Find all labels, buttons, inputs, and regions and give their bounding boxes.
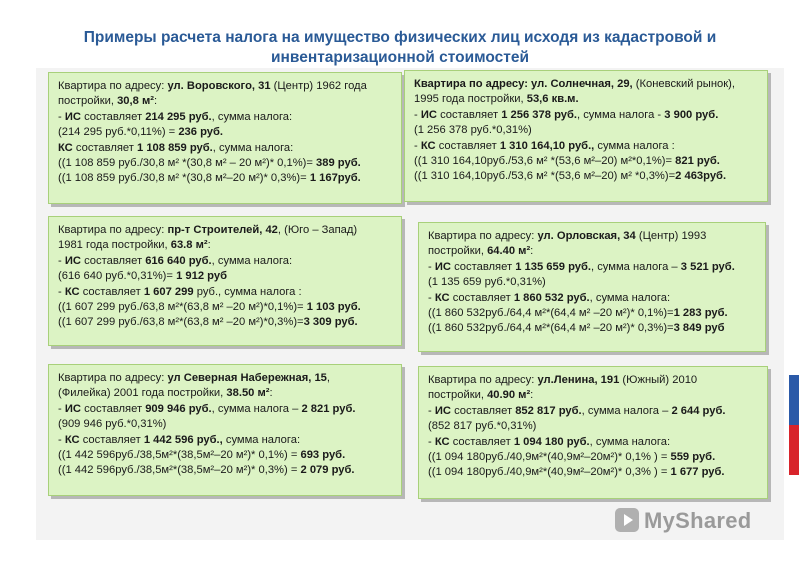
card-line: [58, 94, 392, 109]
card-line: [428, 306, 756, 321]
text-segment: -: [58, 402, 65, 415]
card-line: [428, 388, 758, 403]
card-line: [58, 417, 392, 432]
text-segment: -: [428, 404, 435, 417]
text-segment: ((1 094 180руб./40,9м²*(40,9м²–20м²)* 0,1% ) =: [428, 451, 671, 464]
card-line: [414, 77, 758, 92]
card-line: [428, 450, 758, 465]
card-line: [414, 123, 758, 138]
text-segment: (Центр) 1962 года: [270, 80, 367, 92]
text-segment: Квартира: [428, 374, 477, 386]
bold-text: 1 283 руб.: [673, 307, 728, 320]
bold-text: 236 руб.: [178, 126, 224, 139]
text-segment: постройки,: [428, 245, 488, 258]
text-segment: , сумма налога:: [589, 291, 671, 304]
card-line: [414, 154, 758, 169]
side-stripes: [789, 375, 799, 525]
bold-text: 389 руб.: [316, 157, 361, 170]
bold-text: 3 900 руб.: [664, 108, 719, 121]
text-segment: по адресу:: [106, 224, 168, 236]
text-segment: составляет: [449, 291, 514, 304]
bold-text: ИС: [64, 254, 81, 267]
text-segment: (Южный) 2010: [619, 374, 698, 386]
text-segment: (Центр) 1993: [635, 230, 707, 242]
text-segment: ((1 108 859 руб./30,8 м² *(30,8 м² – 20 м²)* 0,1%)=: [58, 157, 317, 170]
bold-text: ул. Воровского, 31: [167, 80, 271, 92]
text-segment: ((1 310 164,10руб./53,6 м² *(53,6 м²–20) м²*0,1%)=: [414, 155, 676, 168]
bold-text: ИС: [64, 110, 81, 123]
bold-text: 1 677 руб.: [670, 466, 725, 479]
bold-text: КС: [434, 435, 450, 448]
text-segment: составляет: [79, 433, 144, 446]
stripe-red: [789, 425, 799, 475]
card-line: [58, 300, 392, 315]
text-segment: , сумма налога:: [211, 254, 293, 267]
bold-text: 616 640 руб.: [145, 254, 212, 267]
text-segment: -: [58, 254, 65, 267]
text-segment: составляет: [79, 285, 144, 298]
card-line: [428, 244, 756, 259]
bold-text: 1 310 164,10 руб.,: [499, 139, 595, 152]
text-segment: составляет: [80, 254, 146, 267]
bold-text: 2 079 руб.: [300, 464, 355, 477]
bold-text: 64.40 м²: [487, 245, 531, 258]
bold-text: ул Северная Набережная, 15: [167, 372, 327, 384]
card-line: [428, 321, 756, 336]
text-segment: (1 256 378 руб.*0,31%): [414, 124, 532, 137]
text-segment: Квартира: [58, 224, 107, 236]
card-line: [58, 254, 392, 269]
text-segment: :: [530, 389, 534, 402]
text-segment: постройки,: [428, 389, 488, 402]
text-segment: по адресу:: [106, 80, 168, 92]
text-segment: составляет: [80, 402, 146, 415]
card-line: [58, 238, 392, 253]
card-line: [58, 448, 392, 463]
text-segment: ,: [326, 372, 331, 384]
play-logo-icon: [615, 508, 639, 532]
text-segment: ((1 860 532руб./64,4 м²*(64,4 м² –20 м²)* 0,1%)=: [428, 307, 674, 320]
card-line: [58, 156, 392, 171]
example-card-orlovskaya: [418, 222, 766, 352]
card-line: [58, 223, 392, 238]
text-segment: составляет: [450, 260, 516, 273]
bold-text: КС: [420, 139, 436, 152]
bold-text: 3 521 руб.: [680, 260, 735, 273]
text-segment: :: [207, 239, 211, 252]
card-line: [428, 435, 758, 450]
text-segment: -: [58, 433, 65, 446]
text-segment: , сумма налога –: [591, 260, 681, 273]
text-segment: составляет: [72, 141, 137, 154]
bold-text: 1 135 659 руб.: [515, 260, 591, 273]
bold-text: ИС: [64, 402, 81, 415]
card-line: [58, 269, 392, 284]
bold-text: 1 442 596 руб.,: [143, 433, 223, 446]
watermark: [615, 508, 752, 534]
text-segment: по адресу:: [476, 374, 538, 386]
card-line: [428, 260, 756, 275]
bold-text: КС: [64, 285, 80, 298]
bold-text: 2 821 руб.: [301, 402, 356, 415]
text-segment: :: [153, 95, 158, 108]
card-line: [428, 229, 756, 244]
text-segment: , сумма налога -: [577, 108, 665, 121]
text-segment: , сумма налога:: [212, 141, 294, 154]
example-card-vorovskogo: [48, 72, 402, 204]
bold-text: 1 256 378 руб.: [501, 108, 577, 121]
card-line: [428, 291, 756, 306]
bold-text: 3 309 руб.: [303, 316, 358, 329]
card-line: [428, 465, 758, 480]
card-line: [428, 373, 758, 388]
card-line: [58, 463, 392, 478]
text-segment: -: [414, 108, 421, 121]
card-line: [58, 141, 392, 156]
text-segment: , сумма налога –: [211, 402, 302, 415]
text-segment: ((1 860 532руб./64,4 м²*(64,4 м² –20 м²)* 0,3%)=: [428, 322, 674, 335]
text-segment: (Коневский рынок),: [632, 78, 735, 90]
bold-text: 1 167руб.: [309, 172, 361, 185]
text-segment: (214 295 руб.*0,11%) =: [58, 126, 179, 139]
card-line: [58, 125, 392, 140]
bold-text: 53,6 кв.м.: [526, 93, 579, 106]
bold-text: ИС: [434, 404, 451, 417]
example-card-stroiteley: [48, 216, 402, 346]
text-segment: -: [58, 110, 65, 123]
bold-text: 2 644 руб.: [671, 404, 726, 417]
bold-text: ул.Ленина, 191: [537, 374, 620, 386]
bold-text: 40.90 м²: [487, 389, 531, 402]
text-segment: составляет: [435, 139, 500, 152]
text-segment: постройки,: [58, 95, 118, 108]
text-segment: -: [428, 435, 435, 448]
bold-text: Квартира по адресу: ул. Солнечная, 29,: [414, 78, 633, 90]
bold-text: 821 руб.: [675, 155, 720, 168]
text-segment: -: [428, 260, 435, 273]
text-segment: :: [269, 387, 273, 400]
text-segment: сумма налога :: [594, 139, 675, 152]
bold-text: 1 860 532 руб.: [513, 291, 590, 304]
card-line: [428, 275, 756, 290]
text-segment: составляет: [450, 404, 516, 417]
card-line: [414, 169, 758, 184]
bold-text: 1 108 859 руб.: [136, 141, 213, 154]
bold-text: 852 817 руб.: [515, 404, 582, 417]
text-segment: -: [428, 291, 435, 304]
text-segment: Квартира: [58, 80, 107, 92]
text-segment: -: [58, 285, 65, 298]
bold-text: КС: [58, 141, 73, 154]
text-segment: 1981 года постройки,: [58, 239, 171, 252]
watermark-text: MyShared: [644, 508, 752, 533]
bold-text: ИС: [434, 260, 451, 273]
card-line: [58, 386, 392, 401]
bold-text: 38.50 м²: [226, 387, 270, 400]
bold-text: 63.8 м²: [170, 239, 208, 252]
bold-text: 1 607 299: [143, 285, 194, 298]
card-line: [414, 92, 758, 107]
text-segment: по адресу:: [476, 230, 538, 242]
text-segment: ((1 607 299 руб./63,8 м²*(63,8 м² –20 м²)*0,3%)=: [58, 316, 304, 329]
page-title: Примеры расчета налога на имущество физических лиц исходя из кадастровой и инвентаризационной стоимостей: [83, 29, 717, 66]
card-line: [414, 108, 758, 123]
stripe-blue: [789, 375, 799, 425]
bold-text: 3 849 руб: [673, 322, 725, 335]
text-segment: (Филейка) 2001 года постройки,: [58, 387, 227, 400]
bold-text: 909 946 руб.: [145, 402, 212, 415]
bold-text: 30,8 м²: [117, 95, 154, 108]
example-card-severnaya: [48, 364, 402, 496]
example-card-lenina: [418, 366, 768, 499]
text-segment: составляет: [436, 108, 502, 121]
text-segment: , сумма налога:: [211, 110, 293, 123]
text-segment: руб., сумма налога :: [193, 285, 302, 298]
card-line: [58, 79, 392, 94]
text-segment: сумма налога:: [222, 433, 301, 446]
text-segment: :: [530, 245, 534, 258]
bold-text: ИС: [420, 108, 437, 121]
text-segment: ((1 310 164,10руб./53,6 м² *(53,6 м²–20) м² *0,3%)=: [414, 170, 676, 183]
text-segment: ((1 442 596руб./38,5м²*(38,5м²–20 м²)* 0,1%) =: [58, 449, 301, 462]
card-line: [58, 371, 392, 386]
text-segment: (1 135 659 руб.*0,31%): [428, 276, 546, 289]
text-segment: , сумма налога –: [581, 404, 672, 417]
card-line: [58, 315, 392, 330]
card-line: [58, 171, 392, 186]
card-line: [58, 433, 392, 448]
bold-text: 1 912 руб: [176, 270, 227, 283]
bold-text: 559 руб.: [670, 451, 716, 464]
bold-text: КС: [434, 291, 450, 304]
text-segment: , (Юго – Запад): [277, 224, 358, 236]
bold-text: ул. Орловская, 34: [537, 230, 636, 242]
bold-text: 1 103 руб.: [306, 301, 361, 314]
text-segment: 1995 года постройки,: [414, 93, 527, 106]
card-line: [428, 404, 758, 419]
text-segment: Квартира: [58, 372, 107, 384]
bold-text: 2 463руб.: [675, 170, 727, 183]
card-line: [58, 285, 392, 300]
bold-text: КС: [64, 433, 80, 446]
text-segment: ((1 094 180руб./40,9м²*(40,9м²–20м²)* 0,3% ) =: [428, 466, 671, 479]
text-segment: по адресу:: [106, 372, 168, 384]
text-segment: , сумма налога:: [589, 435, 671, 448]
bold-text: 693 руб.: [300, 449, 346, 462]
text-segment: -: [414, 139, 421, 152]
text-segment: ((1 607 299 руб./63,8 м²*(63,8 м² –20 м²)*0,1%)=: [58, 301, 307, 314]
text-segment: (852 817 руб.*0,31%): [428, 420, 537, 433]
text-segment: Квартира: [428, 230, 477, 242]
text-segment: составляет: [449, 435, 514, 448]
stripe-white: [789, 475, 799, 525]
text-segment: ((1 442 596руб./38,5м²*(38,5м²–20 м²)* 0,3%) =: [58, 464, 301, 477]
card-line: [428, 419, 758, 434]
bold-text: 1 094 180 руб.: [513, 435, 590, 448]
example-card-solnechnaya: [404, 70, 768, 202]
text-segment: ((1 108 859 руб./30,8 м² *(30,8 м²–20 м²)* 0,3%)=: [58, 172, 310, 185]
card-line: [58, 110, 392, 125]
bold-text: пр-т Строителей, 42: [167, 224, 278, 236]
card-line: [58, 402, 392, 417]
text-segment: (909 946 руб.*0,31%): [58, 418, 167, 431]
text-segment: составляет: [80, 110, 146, 123]
bold-text: 214 295 руб.: [145, 110, 212, 123]
text-segment: (616 640 руб.*0,31%)=: [58, 270, 177, 283]
card-line: [414, 139, 758, 154]
